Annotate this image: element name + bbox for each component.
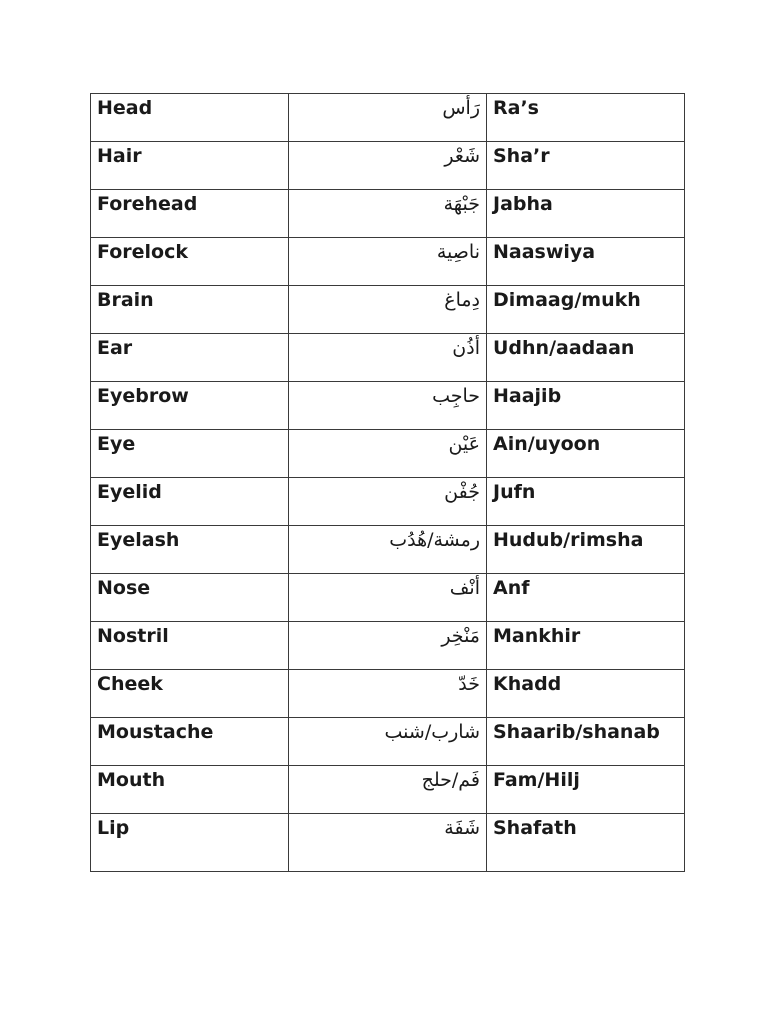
arabic-word: مَنْخِر — [289, 622, 487, 670]
transliteration: Jabha — [487, 190, 685, 238]
transliteration: Shaarib/shanab — [487, 718, 685, 766]
arabic-word: فَم/حلج — [289, 766, 487, 814]
table-row — [91, 382, 685, 430]
table-row — [91, 766, 685, 814]
english-word: Brain — [91, 286, 289, 334]
transliteration: Haajib — [487, 382, 685, 430]
english-word: Mouth — [91, 766, 289, 814]
arabic-word: رمشة/هُدُب — [289, 526, 487, 574]
transliteration: Mankhir — [487, 622, 685, 670]
english-word: Eyebrow — [91, 382, 289, 430]
arabic-word: عَيْن — [289, 430, 487, 478]
table-row — [91, 238, 685, 286]
table-row — [91, 670, 685, 718]
english-word: Eye — [91, 430, 289, 478]
arabic-word: شَعْر — [289, 142, 487, 190]
english-word: Hair — [91, 142, 289, 190]
arabic-word: دِماغ — [289, 286, 487, 334]
english-word: Forehead — [91, 190, 289, 238]
table-row — [91, 190, 685, 238]
english-word: Nose — [91, 574, 289, 622]
transliteration: Dimaag/mukh — [487, 286, 685, 334]
english-word: Head — [91, 94, 289, 142]
transliteration: Sha’r — [487, 142, 685, 190]
table-row — [91, 526, 685, 574]
transliteration: Fam/Hilj — [487, 766, 685, 814]
table-row — [91, 574, 685, 622]
transliteration: Udhn/aadaan — [487, 334, 685, 382]
arabic-word: جُفْن — [289, 478, 487, 526]
transliteration: Naaswiya — [487, 238, 685, 286]
table-row — [91, 94, 685, 142]
vocabulary-table — [90, 93, 685, 872]
table-row — [91, 334, 685, 382]
english-word: Nostril — [91, 622, 289, 670]
english-word: Moustache — [91, 718, 289, 766]
table-row — [91, 718, 685, 766]
arabic-word: جَبْهَة — [289, 190, 487, 238]
transliteration: Ra’s — [487, 94, 685, 142]
table-row — [91, 286, 685, 334]
table-row — [91, 814, 685, 872]
english-word: Forelock — [91, 238, 289, 286]
table-row — [91, 478, 685, 526]
arabic-word: أنْف — [289, 574, 487, 622]
english-word: Cheek — [91, 670, 289, 718]
transliteration: Khadd — [487, 670, 685, 718]
english-word: Eyelash — [91, 526, 289, 574]
transliteration: Jufn — [487, 478, 685, 526]
table-row — [91, 622, 685, 670]
english-word: Lip — [91, 814, 289, 872]
transliteration: Anf — [487, 574, 685, 622]
arabic-word: شَفَة — [289, 814, 487, 872]
table-row — [91, 142, 685, 190]
transliteration: Shafath — [487, 814, 685, 872]
arabic-word: رَأس — [289, 94, 487, 142]
arabic-word: ناصِية — [289, 238, 487, 286]
table-row — [91, 430, 685, 478]
transliteration: Ain/uyoon — [487, 430, 685, 478]
arabic-word: خَدّ — [289, 670, 487, 718]
arabic-word: حاجِب — [289, 382, 487, 430]
transliteration: Hudub/rimsha — [487, 526, 685, 574]
arabic-word: أذُن — [289, 334, 487, 382]
arabic-word: شارب/شنب — [289, 718, 487, 766]
english-word: Ear — [91, 334, 289, 382]
english-word: Eyelid — [91, 478, 289, 526]
